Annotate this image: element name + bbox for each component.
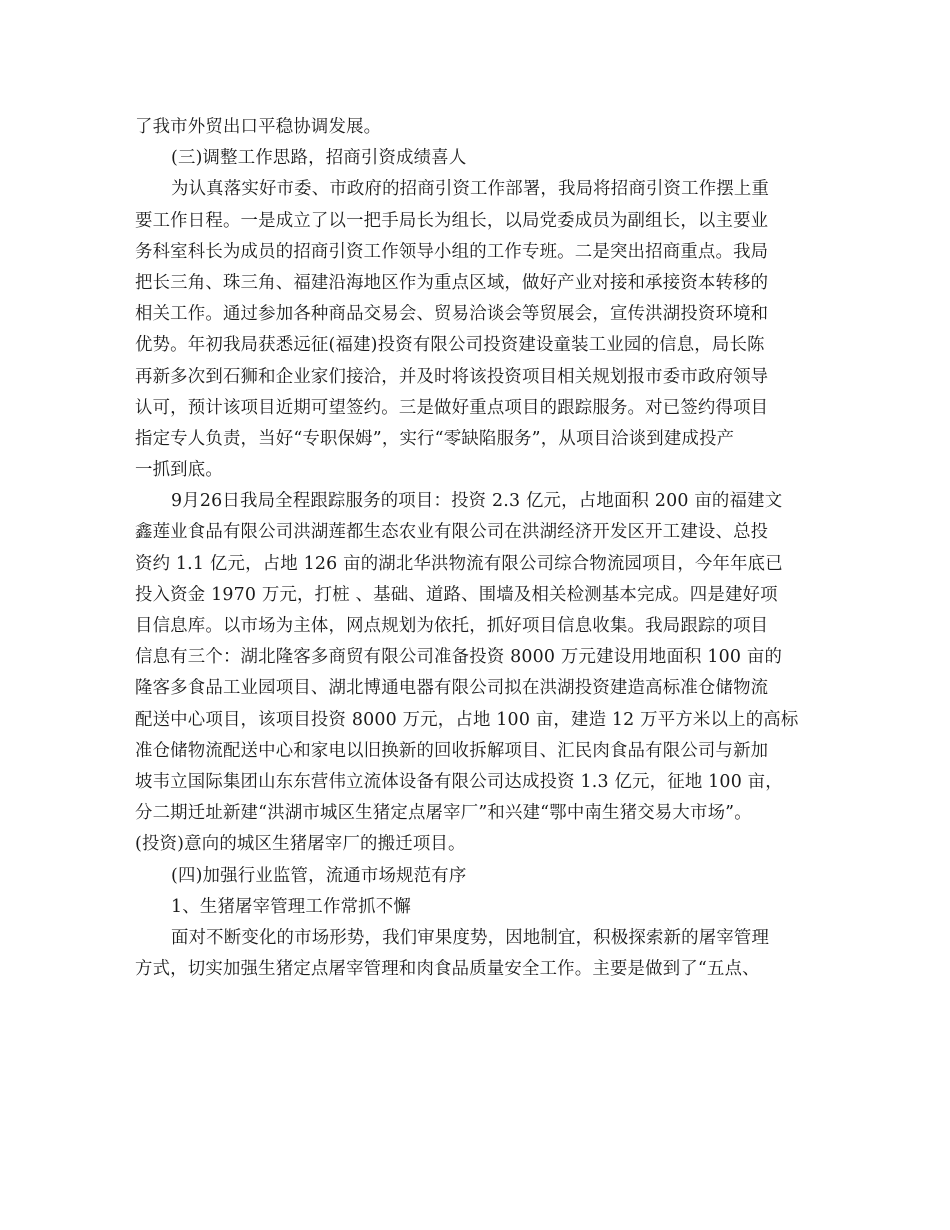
text-line: 准仓储物流配送中心和家电以旧换新的回收拆解项目、汇民肉食品有限公司与新加 [135,740,769,761]
text-line: 把长三角、珠三角、福建沿海地区作为重点区域，做好产业对接和承接资本转移的 [135,272,769,293]
text-line: 务科室科长为成员的招商引资工作领导小组的工作专班。二是突出招商重点。我局 [135,241,769,262]
section-heading: (四)加强行业监管，流通市场规范有序 [171,865,467,886]
text-line: 隆客多食品工业园项目、湖北博通电器有限公司拟在洪湖投资建造高标准仓储物流 [135,678,769,699]
text-line: 信息有三个：湖北隆客多商贸有限公司准备投资 8000 万元建设用地面积 100 亩的 [135,647,783,668]
text-line: 9月26日我局全程跟踪服务的项目：投资 2.3 亿元，占地面积 200 亩的福建文 [171,491,783,512]
text-line: 鑫莲业食品有限公司洪湖莲都生态农业有限公司在洪湖经济开发区开工建设、总投 [135,522,769,543]
text-line: (投资)意向的城区生猪屠宰厂的搬迁项目。 [135,834,466,855]
text-line: 配送中心项目，该项目投资 8000 万元，占地 100 亩，建造 12 万平方米以上的高标 [135,709,799,730]
text-line: 分二期迁址新建“洪湖市城区生猪定点屠宰厂”和兴建“鄂中南生猪交易大市场”。 [135,803,752,824]
text-line: 了我市外贸出口平稳协调发展。 [135,117,382,137]
text-line: 坡韦立国际集团山东东营伟立流体设备有限公司达成投资 1.3 亿元，征地 100 亩， [135,771,783,792]
text-line: 再新多次到石狮和企业家们接洽，并及时将该投资项目相关规划报市委市政府领导 [135,366,769,387]
body-text [135,112,815,985]
text-line: 一抓到底。 [135,460,223,481]
text-line: 认可，预计该项目近期可望签约。三是做好重点项目的跟踪服务。对已签约得项目 [135,397,769,418]
text-line: 优势。年初我局获悉远征(福建)投资有限公司投资建设童装工业园的信息，局长陈 [135,335,765,356]
subsection-heading: 1、生猪屠宰管理工作常抓不懈 [171,896,411,917]
text-line: 为认真落实好市委、市政府的招商引资工作部署，我局将招商引资工作摆上重 [171,179,770,200]
text-line: 投入资金 1970 万元，打桩 、基础、道路、围墙及相关检测基本完成。四是建好项 [135,584,778,605]
text-line: 面对不断变化的市场形势，我们审果度势，因地制宜，积极探索新的屠宰管理 [171,927,770,948]
text-line: 指定专人负责，当好“专职保姆”，实行“零缺陷服务”，从项目洽谈到建成投产 [135,428,735,449]
section-heading: (三)调整工作思路，招商引资成绩喜人 [171,148,467,169]
text-line: 方式，切实加强生猪定点屠宰管理和肉食品质量安全工作。主要是做到了“五点、 [135,959,760,980]
text-line: 相关工作。通过参加各种商品交易会、贸易洽谈会等贸展会，宣传洪湖投资环境和 [135,304,769,325]
text-line: 目信息库。以市场为主体，网点规划为依托，抓好项目信息收集。我局跟踪的项目 [135,616,769,636]
text-line: 要工作日程。一是成立了以一把手局长为组长，以局党委成员为副组长，以主要业 [135,210,769,231]
text-line: 资约 1.1 亿元，占地 126 亩的湖北华洪物流有限公司综合物流园项目，今年年底已 [135,553,783,574]
